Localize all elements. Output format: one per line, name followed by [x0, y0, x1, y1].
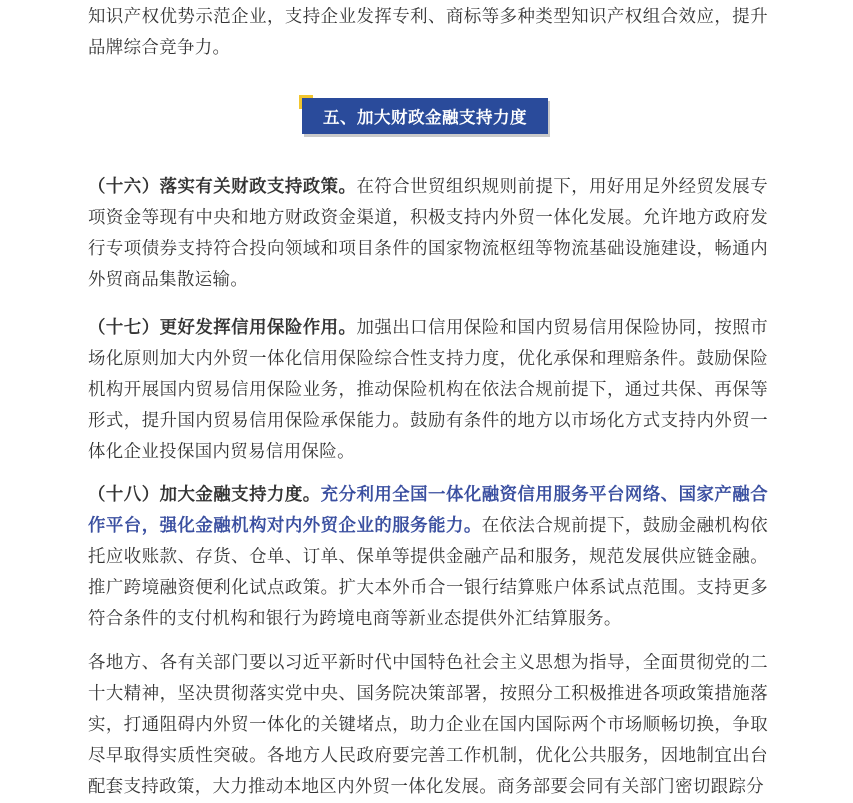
section-heading-text: 五、加大财政金融支持力度: [323, 108, 527, 127]
item-17-paragraph: [88, 313, 768, 468]
item-18-title: （十八）加大金融支持力度。: [88, 485, 321, 505]
item-16-paragraph: [88, 172, 768, 296]
closing-paragraph: 各地方、各有关部门要以习近平新时代中国特色社会主义思想为指导，全面贯彻党的二十大精神，坚决贯彻落实党中央、国务院决策部署，按照分工积极推进各项政策措施落实，打通阻碍内外贸一体化的关键堵点，助力企业在国内国际两个市场顺畅切换，争取尽早取得实质性突破。各地方人民政府要完善工作机制，优化公共服务，因地制宜出台配套支持政策，大力推动本地区内外贸一体化发展。商务部要会同有关部门密切跟踪分: [88, 653, 768, 797]
item-16-body: 在符合世贸组织规则前提下，用好用足外经贸发展专项资金等现有中央和地方财政资金渠道，积极支持内外贸一体化发展。允许地方政府发行专项债券支持符合投向领域和项目条件的国家物流枢纽等物流基础设施建设，畅通内外贸商品集散运输。: [88, 177, 768, 290]
section-heading-box: [302, 98, 548, 134]
item-18-paragraph: [88, 480, 768, 635]
item-18-body: 在依法合规前提下，鼓励金融机构依托应收账款、存货、仓单、订单、保单等提供金融产品和服务，规范发展供应链金融。推广跨境融资便利化试点政策。扩大本外币合一银行结算账户体系试点范围。支持更多符合条件的支付机构和银行为跨境电商等新业态提供外汇结算服务。: [88, 516, 768, 629]
item-18-highlight: 充分利用全国一体化融资信用服务平台网络、国家产融合作平台，强化金融机构对内外贸企业的服务能力。: [88, 485, 768, 536]
section-heading: [299, 95, 551, 137]
item-16-title: （十六）落实有关财政支持政策。: [88, 177, 357, 197]
intro-paragraph: 知识产权优势示范企业，支持企业发挥专利、商标等多种类型知识产权组合效应，提升品牌综合竞争力。: [88, 7, 768, 58]
item-17-body: 加强出口信用保险和国内贸易信用保险协同，按照市场化原则加大内外贸一体化信用保险综合性支持力度，优化承保和理赔条件。鼓励保险机构开展国内贸易信用保险业务，推动保险机构在依法合规前提下，通过共保、再保等形式，提升国内贸易信用保险承保能力。鼓励有条件的地方以市场化方式支持内外贸一体化企业投保国内贸易信用保险。: [88, 318, 768, 462]
item-17-title: （十七）更好发挥信用保险作用。: [88, 318, 357, 338]
